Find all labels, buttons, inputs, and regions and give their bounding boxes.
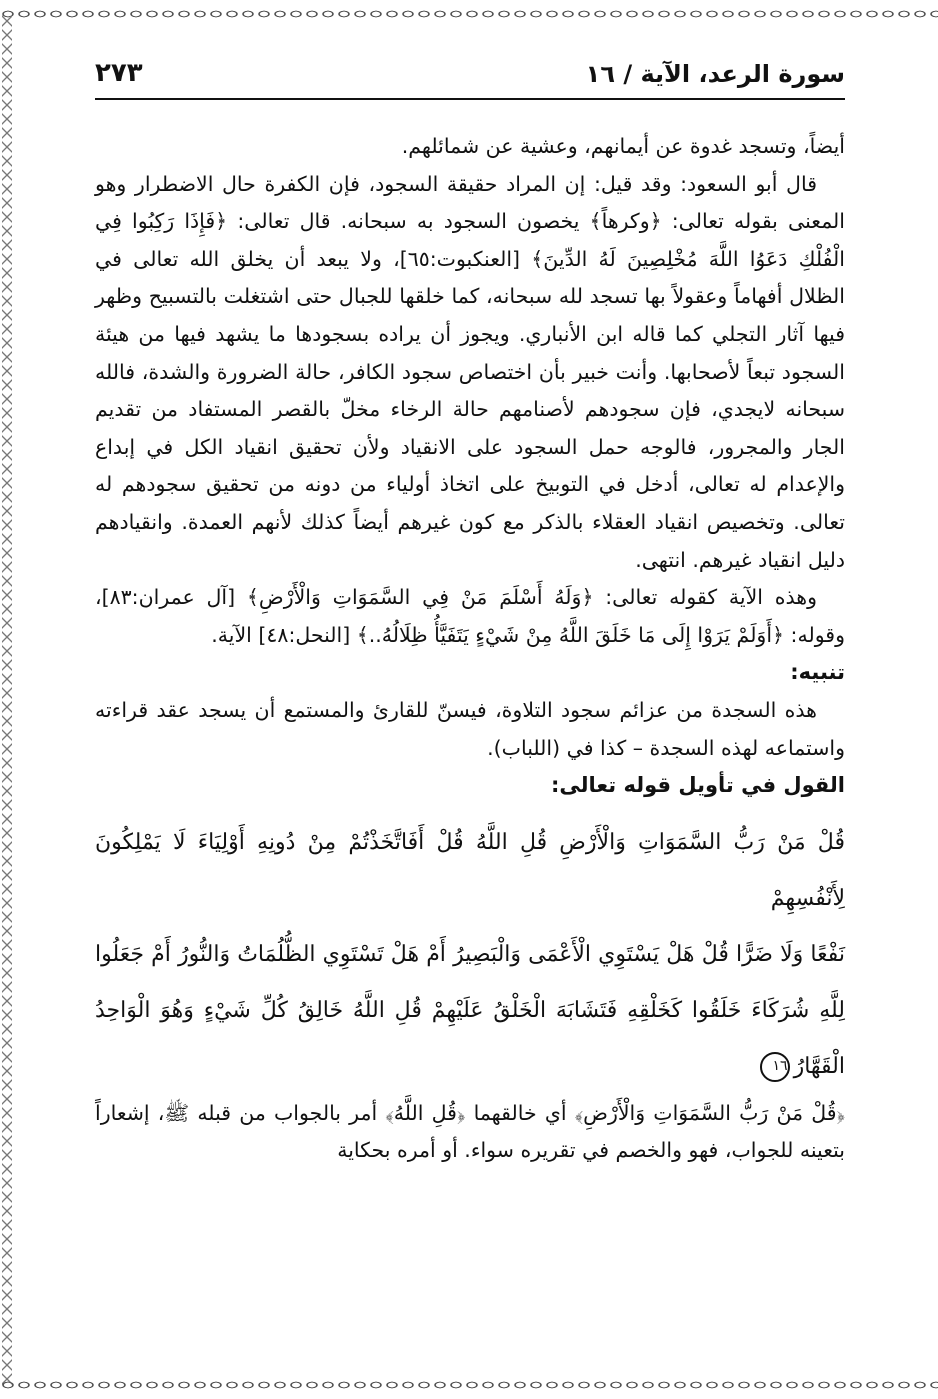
ayah-number-marker: ١٦ <box>760 1052 790 1082</box>
page-number: ٢٧٣ <box>95 58 143 88</box>
note-heading: تنبيه: <box>790 660 845 685</box>
verse-line-3 <box>95 983 845 1095</box>
verse-section-heading: القول في تأويل قوله تعالى: <box>551 773 845 798</box>
page-header <box>95 58 845 100</box>
tafsir-paragraph: ﴿قُلْ مَنْ رَبُّ السَّمَوَاتِ وَالْأَرْضِ﴾ أي خالقهما ﴿قُلِ اللَّهُ﴾ أمر بالجواب من قبله ﷺ، إشعاراً بتعينه للجواب، فهو والخصم في تقريره سواء. أو أمره بحكاية <box>95 1100 845 1163</box>
verse-line-3-text: لِلَّهِ شُرَكَاءَ خَلَقُوا كَخَلْقِهِ فَتَشَابَهَ الْخَلْقُ عَلَيْهِمْ قُلِ اللَّهُ خَالِقُ كُلِّ شَيْءٍ وَهُوَ الْوَاحِدُ الْقَهَّارُ <box>95 997 845 1079</box>
paragraph-1: أيضاً، وتسجد غدوة عن أيمانهم، وعشية عن شمائلهم. <box>401 134 845 158</box>
paragraph-2: قال أبو السعود: وقد قيل: إن المراد حقيقة السجود، فإن الكفرة حال الاضطرار وهو المعنى بقوله تعالى: ﴿وكرهاً﴾ يخصون السجود به سبحانه. قال تعالى: ﴿فَإِذَا رَكِبُوا فِي الْفُلْكِ دَعَوُا اللَّهَ مُخْلِصِينَ لَهُ الدِّينَ﴾ [العنكبوت:٦٥]، ولا يبعد أن يخلق الله تعالى في الظلال أفهاماً وعقولاً بها تسجد لله سبحانه، كما خلقها للجبال حتى اشتغلت بالتسبيح وظهر فيها آثار التجلي كما قاله ابن الأنباري. ويجوز أن يراده بسجودها ما يشهد فيها من هيئة السجود تبعاً لأصحابها. وأنت خبير بأن اختصاص سجود الكافر، حالة الضرورة والشدة، فالله سبحانه لايجدي، فإن سجودهم لأصنامهم حالة الرخاء مخلّ بالقصر المستفاد من تقديم الجار والمجرور، فالوجه حمل السجود على الانقياد ولأن تحقيق انقياد الكل في إبداع والإعدام له تعالى، أدخل في التوبيخ على اتخاذ أولياء من دونه من تحقيق سجودهم له تعالى. وتخصيص انقياد العقلاء بالذكر مع كون غيرهم أيضاً كذلك لأنهم العمدة. وانقيادهم دليل انقياد غيرهم. انتهى. <box>95 171 845 572</box>
paragraph-3: وهذه الآية كقوله تعالى: ﴿وَلَهُ أَسْلَمَ مَنْ فِي السَّمَوَاتِ وَالْأَرْضِ﴾ [آل عمران:٨٣]، وقوله: ﴿أَوَلَمْ يَرَوْا إِلَى مَا خَلَقَ اللَّهُ مِنْ شَيْءٍ يَتَفَيَّأُ ظِلَالُهُ..﴾ [النحل:٤٨] الآية. <box>95 585 845 647</box>
decorative-border-bottom <box>0 1377 938 1393</box>
note-text: هذه السجدة من عزائم سجود التلاوة، فيسنّ للقارئ والمستمع أن يسجد عقد قراءته واستماعه لهذه السجدة – كذا في (اللباب). <box>95 697 845 760</box>
surah-title: سورة الرعد، الآية / ١٦ <box>585 60 845 88</box>
decorative-border-left <box>2 14 12 1385</box>
page-body <box>95 128 845 1170</box>
decorative-border-top <box>0 6 938 22</box>
verse-line-2: نَفْعًا وَلَا ضَرًّا قُلْ هَلْ يَسْتَوِي الْأَعْمَى وَالْبَصِيرُ أَمْ هَلْ تَسْتَوِي الظُّلُمَاتُ وَالنُّورُ أَمْ جَعَلُوا <box>95 941 845 967</box>
verse-line-1: قُلْ مَنْ رَبُّ السَّمَوَاتِ وَالْأَرْضِ قُلِ اللَّهُ قُلْ أَفَاتَّخَذْتُمْ مِنْ دُونِهِ أَوْلِيَاءَ لَا يَمْلِكُونَ لِأَنْفُسِهِمْ <box>95 829 845 911</box>
quran-verse-block <box>95 815 845 1095</box>
